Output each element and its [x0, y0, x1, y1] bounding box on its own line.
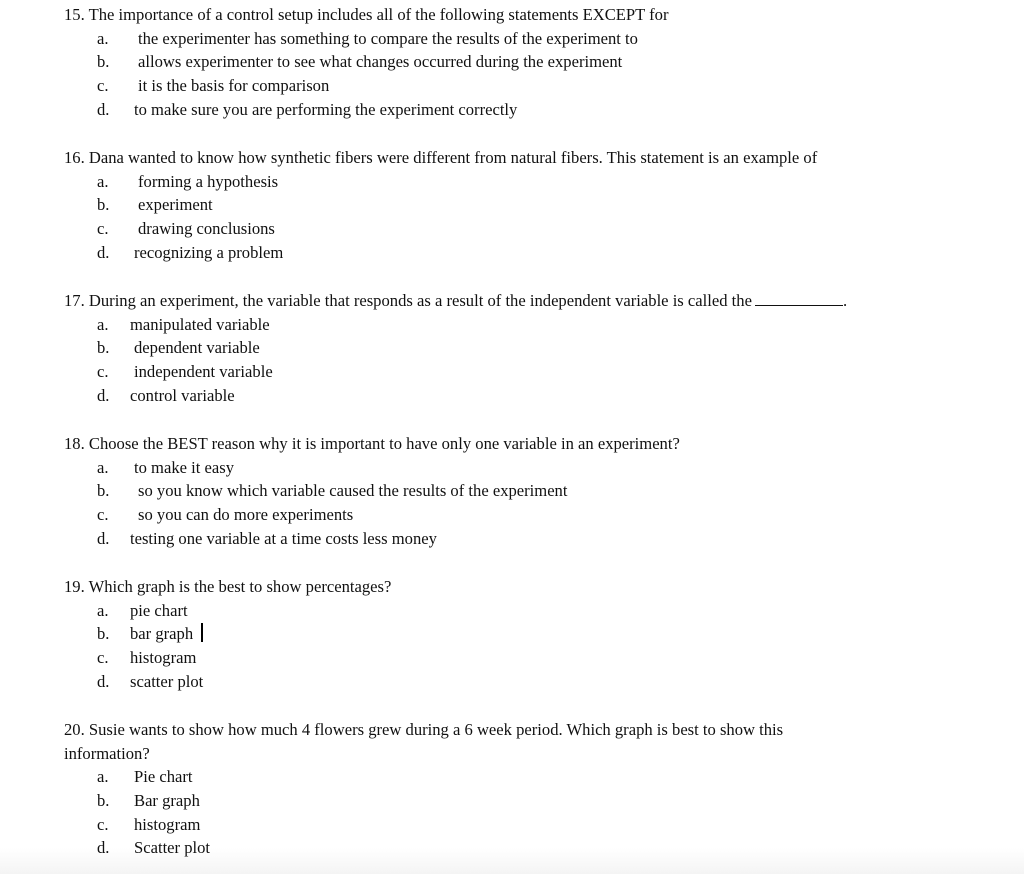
answer-option-a[interactable] — [64, 170, 964, 194]
answer-option-c[interactable] — [64, 74, 964, 98]
option-text: to make it easy — [134, 457, 234, 477]
option-text: Pie chart — [134, 767, 193, 786]
answer-option-c[interactable] — [64, 813, 964, 837]
question-stem: 19. Which graph is the best to show percentages? — [64, 577, 392, 596]
option-letter: c. — [97, 219, 109, 239]
answer-option-c[interactable] — [64, 217, 964, 241]
option-text: to make sure you are performing the experiment correctly — [134, 99, 518, 119]
option-letter: c. — [97, 76, 109, 96]
answer-option-a[interactable] — [64, 27, 964, 51]
option-text: histogram — [134, 814, 201, 834]
option-text: the experimenter has something to compare the results of the experiment to — [138, 28, 638, 48]
option-text: testing one variable at a time costs less money — [130, 528, 437, 548]
option-letter: d. — [97, 242, 110, 262]
option-text: so you can do more experiments — [138, 505, 354, 525]
option-letter: d. — [97, 385, 110, 405]
answer-option-d[interactable] — [64, 241, 964, 265]
option-text: drawing conclusions — [138, 219, 275, 239]
option-text: allows experimenter to see what changes occurred during the experiment — [138, 52, 623, 72]
option-letter: b. — [97, 624, 110, 644]
question-stem-text: 17. During an experiment, the variable that responds as a result of the independent variable is called the — [64, 291, 752, 310]
option-letter: d. — [97, 671, 110, 691]
option-text: recognizing a problem — [134, 242, 284, 262]
option-letter: a. — [97, 28, 109, 48]
question-18 — [64, 432, 964, 551]
question-stem: 16. Dana wanted to know how synthetic fibers were different from natural fibers. This statement is an example of — [64, 148, 818, 167]
question-stem: 15. The importance of a control setup includes all of the following statements EXCEPT for — [64, 5, 669, 24]
option-text — [130, 622, 203, 646]
option-letter: c. — [97, 814, 109, 834]
answer-option-c[interactable] — [64, 646, 964, 670]
answer-option-d[interactable] — [64, 98, 964, 122]
question-stem — [64, 289, 964, 313]
answer-option-b[interactable] — [64, 622, 964, 646]
option-text: control variable — [130, 385, 235, 405]
option-text: histogram — [130, 648, 197, 668]
option-text: pie chart — [130, 600, 188, 620]
option-text-value: bar graph — [130, 624, 194, 644]
question-20 — [64, 718, 964, 860]
option-letter: a. — [97, 600, 109, 620]
answer-option-b[interactable] — [64, 479, 964, 503]
answer-option-d[interactable] — [64, 836, 964, 860]
option-letter: b. — [97, 195, 110, 215]
answer-option-b[interactable] — [64, 336, 964, 360]
answer-option-a[interactable] — [64, 599, 964, 623]
question-17 — [64, 289, 964, 408]
text-cursor — [201, 623, 203, 642]
option-text: scatter plot — [130, 671, 204, 691]
answer-option-b[interactable] — [64, 50, 964, 74]
option-letter: a. — [97, 767, 109, 786]
option-text: Scatter plot — [134, 838, 211, 858]
answer-option-c[interactable] — [64, 360, 964, 384]
option-letter: a. — [97, 314, 109, 334]
question-19 — [64, 575, 964, 694]
option-text: so you know which variable caused the results of the experiment — [138, 481, 568, 501]
question-16 — [64, 146, 964, 265]
answer-option-b[interactable] — [64, 789, 964, 813]
option-letter: c. — [97, 505, 109, 525]
option-text: it is the basis for comparison — [138, 76, 330, 96]
option-text: experiment — [138, 195, 213, 215]
option-text: independent variable — [134, 362, 273, 382]
answer-option-d[interactable] — [64, 527, 964, 551]
option-text: forming a hypothesis — [138, 171, 279, 191]
answer-option-d[interactable] — [64, 670, 964, 694]
option-letter: a. — [97, 171, 109, 191]
option-letter: b. — [97, 52, 110, 72]
option-letter: b. — [97, 338, 110, 358]
option-letter: a. — [97, 457, 109, 477]
answer-option-c[interactable] — [64, 503, 964, 527]
option-letter: d. — [97, 528, 110, 548]
option-text: Bar graph — [134, 790, 200, 810]
option-text: manipulated variable — [130, 314, 270, 334]
option-letter: b. — [97, 481, 110, 501]
option-letter: c. — [97, 362, 109, 382]
answer-blank — [755, 291, 843, 306]
option-letter: b. — [97, 790, 110, 810]
option-letter: c. — [97, 648, 109, 668]
option-letter: d. — [97, 99, 110, 119]
answer-option-a[interactable] — [64, 765, 964, 789]
answer-option-a[interactable] — [64, 456, 964, 480]
option-text: dependent variable — [134, 338, 260, 358]
question-stem: 20. Susie wants to show how much 4 flowers grew during a 6 week period. Which graph is best to show this information? — [64, 720, 784, 763]
stem-period: . — [842, 291, 848, 310]
answer-option-a[interactable] — [64, 313, 964, 337]
question-15 — [64, 3, 964, 122]
option-letter: d. — [97, 838, 110, 858]
answer-option-d[interactable] — [64, 384, 964, 408]
answer-option-b[interactable] — [64, 193, 964, 217]
question-stem: 18. Choose the BEST reason why it is important to have only one variable in an experiment? — [64, 434, 680, 453]
